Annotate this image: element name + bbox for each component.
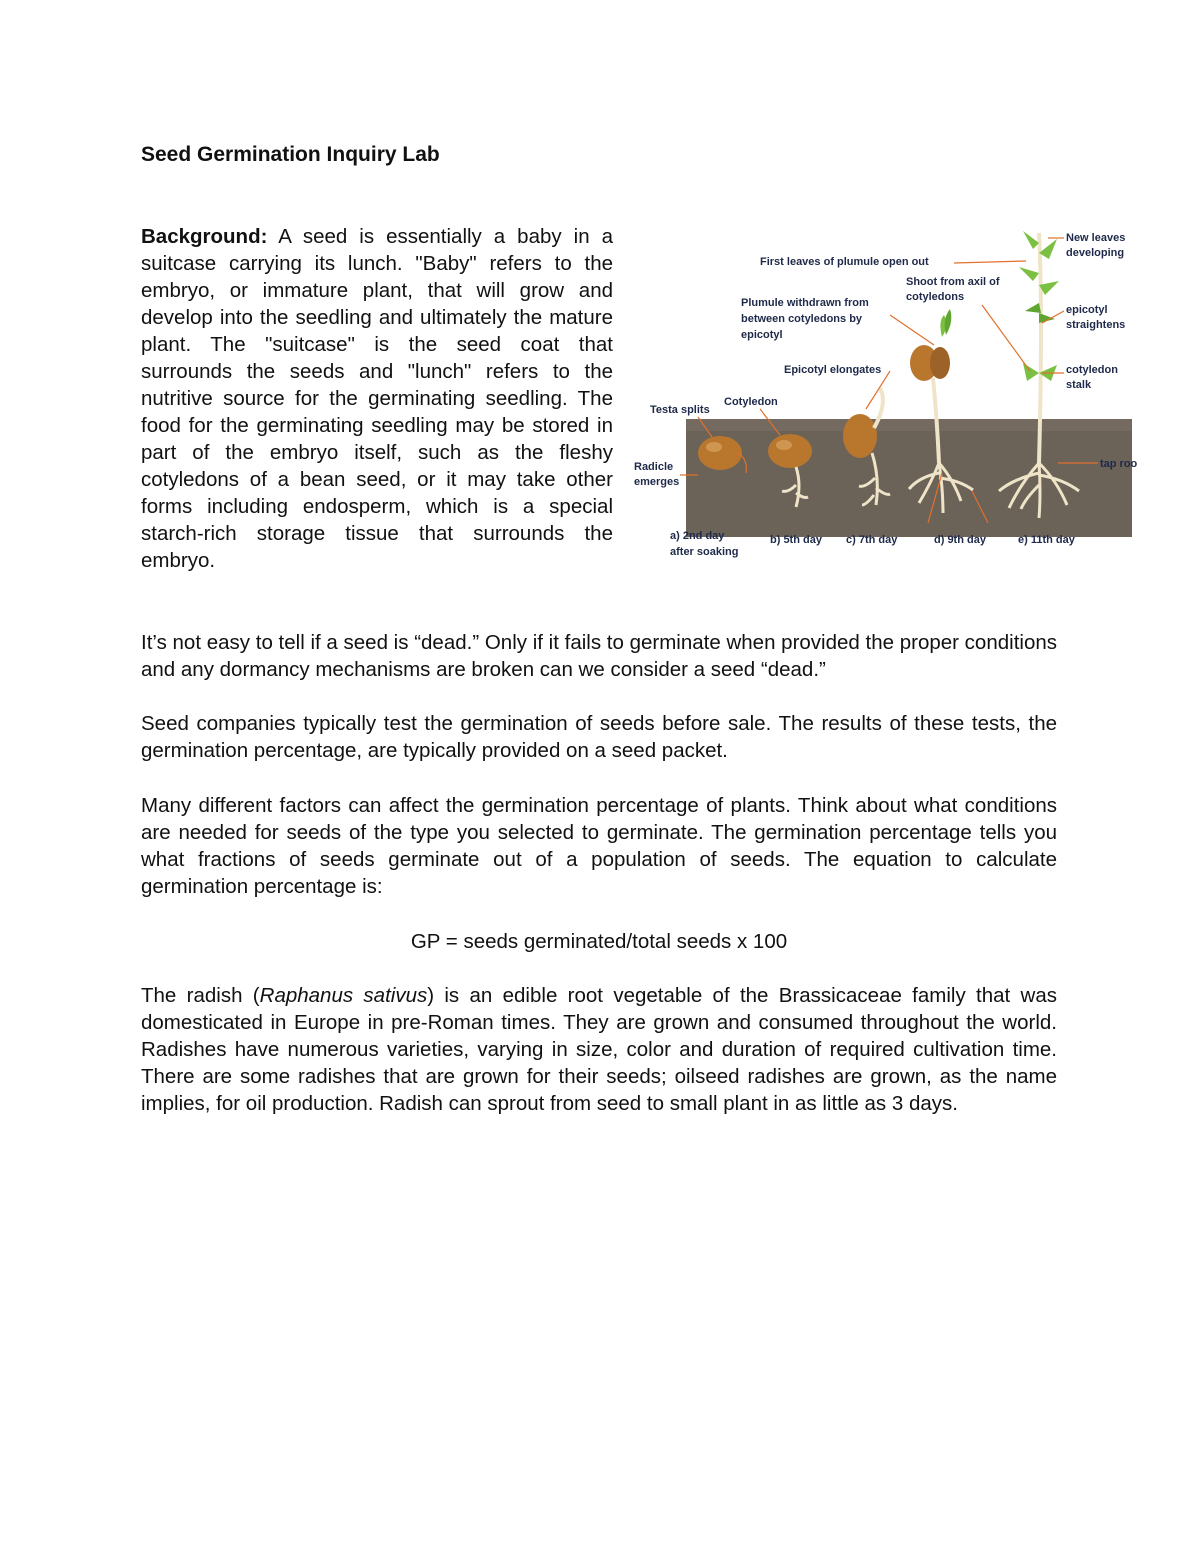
germination-figure (628, 223, 1148, 568)
label-new-leaves-1: New leaves (1066, 232, 1126, 244)
paragraph-seed-companies: Seed companies typically test the germination of seeds before sale. The results of these tests, the germination percentage, are typically provided on a seed packet. (141, 712, 1057, 762)
label-tap-root: tap roo (1100, 458, 1138, 470)
radish-species: Raphanus sativus (259, 984, 428, 1007)
label-new-leaves-2: developing (1066, 247, 1125, 259)
seed-stage-b (768, 434, 812, 468)
label-cotyledon-stalk-2: stalk (1066, 379, 1092, 391)
label-shoot-1: Shoot from axil of (906, 276, 1000, 288)
paragraph-dead: It’s not easy to tell if a seed is “dead.” Only if it fails to germinate when provided the proper conditions and any dormancy mechanisms are broken can we consider a seed “dead.” (141, 631, 1057, 681)
soil-block (686, 419, 1132, 537)
label-testa-splits: Testa splits (650, 404, 710, 416)
label-radicle-1: Radicle (634, 461, 674, 473)
seed-stage-a (698, 436, 742, 470)
radish-text-after: ) is an edible root vegetable of the Brassicaceae family that was domesticated in Europe in pre-Roman times. They are grown and consumed throughout the world. Radishes have numerous varieties, varying in size, color and duration of required cultivation time. There are some radishes that are grown for their seeds; oilseed radishes are grown, as the name implies, for oil production. Radish can sprout from seed to small plant in as little as 3 days. (141, 984, 1057, 1115)
label-plumule-2: between cotyledons by (741, 313, 863, 325)
seed-stage-c (843, 414, 877, 458)
radish-text-before: The radish ( (141, 984, 260, 1007)
stage-a-2: after soaking (670, 546, 739, 558)
stage-c: c) 7th day (846, 534, 898, 546)
label-radicle-2: emerges (634, 476, 680, 488)
label-plumule-1: Plumule withdrawn from (741, 297, 869, 309)
stage-b: b) 5th day (770, 534, 822, 546)
paragraph-factors: Many different factors can affect the germination percentage of plants. Think about what conditions are needed for seeds of the type you selected to germinate. The germination percentage tells you what fractions of seeds germinate out of a population of seeds. The equation to calculate germination percentage is: (141, 794, 1057, 898)
label-first-leaves: First leaves of plumule open out (760, 256, 929, 268)
stage-d: d) 9th day (934, 534, 986, 546)
label-epicotyl-str-1: epicotyl (1066, 304, 1108, 316)
stage-e: e) 11th day (1018, 534, 1075, 546)
label-cotyledon: Cotyledon (724, 396, 778, 408)
background-text: A seed is essentially a baby in a suitcase carrying its lunch. "Baby" refers to the embryo, or immature plant, that will grow and develop into the seedling and ultimately the mature plant. The "suitcase" is the seed coat that surrounds the seeds and "lunch" refers to the nutritive source for the germinating seedling. The food for the germinating seedling may be stored in part of the embryo itself, such as the fleshy cotyledons of a bean seed, or it may take other forms including endosperm, which is a special starch-rich storage tissue that surrounds the embryo. (141, 225, 613, 572)
germination-equation: GP = seeds germinated/total seeds x 100 (410, 930, 788, 953)
paragraph-radish (141, 982, 1057, 1117)
background-paragraph (141, 223, 613, 574)
label-epicotyl-str-2: straightens (1066, 319, 1126, 331)
label-epicotyl-elongates: Epicotyl elongates (784, 364, 882, 376)
label-plumule-3: epicotyl (741, 329, 783, 341)
label-shoot-2: cotyledons (906, 291, 965, 303)
stage-a-1: a) 2nd day (670, 530, 725, 542)
document-title: Seed Germination Inquiry Lab (141, 143, 440, 166)
label-cotyledon-stalk-1: cotyledon (1066, 364, 1118, 376)
background-label: Background: (141, 225, 268, 248)
